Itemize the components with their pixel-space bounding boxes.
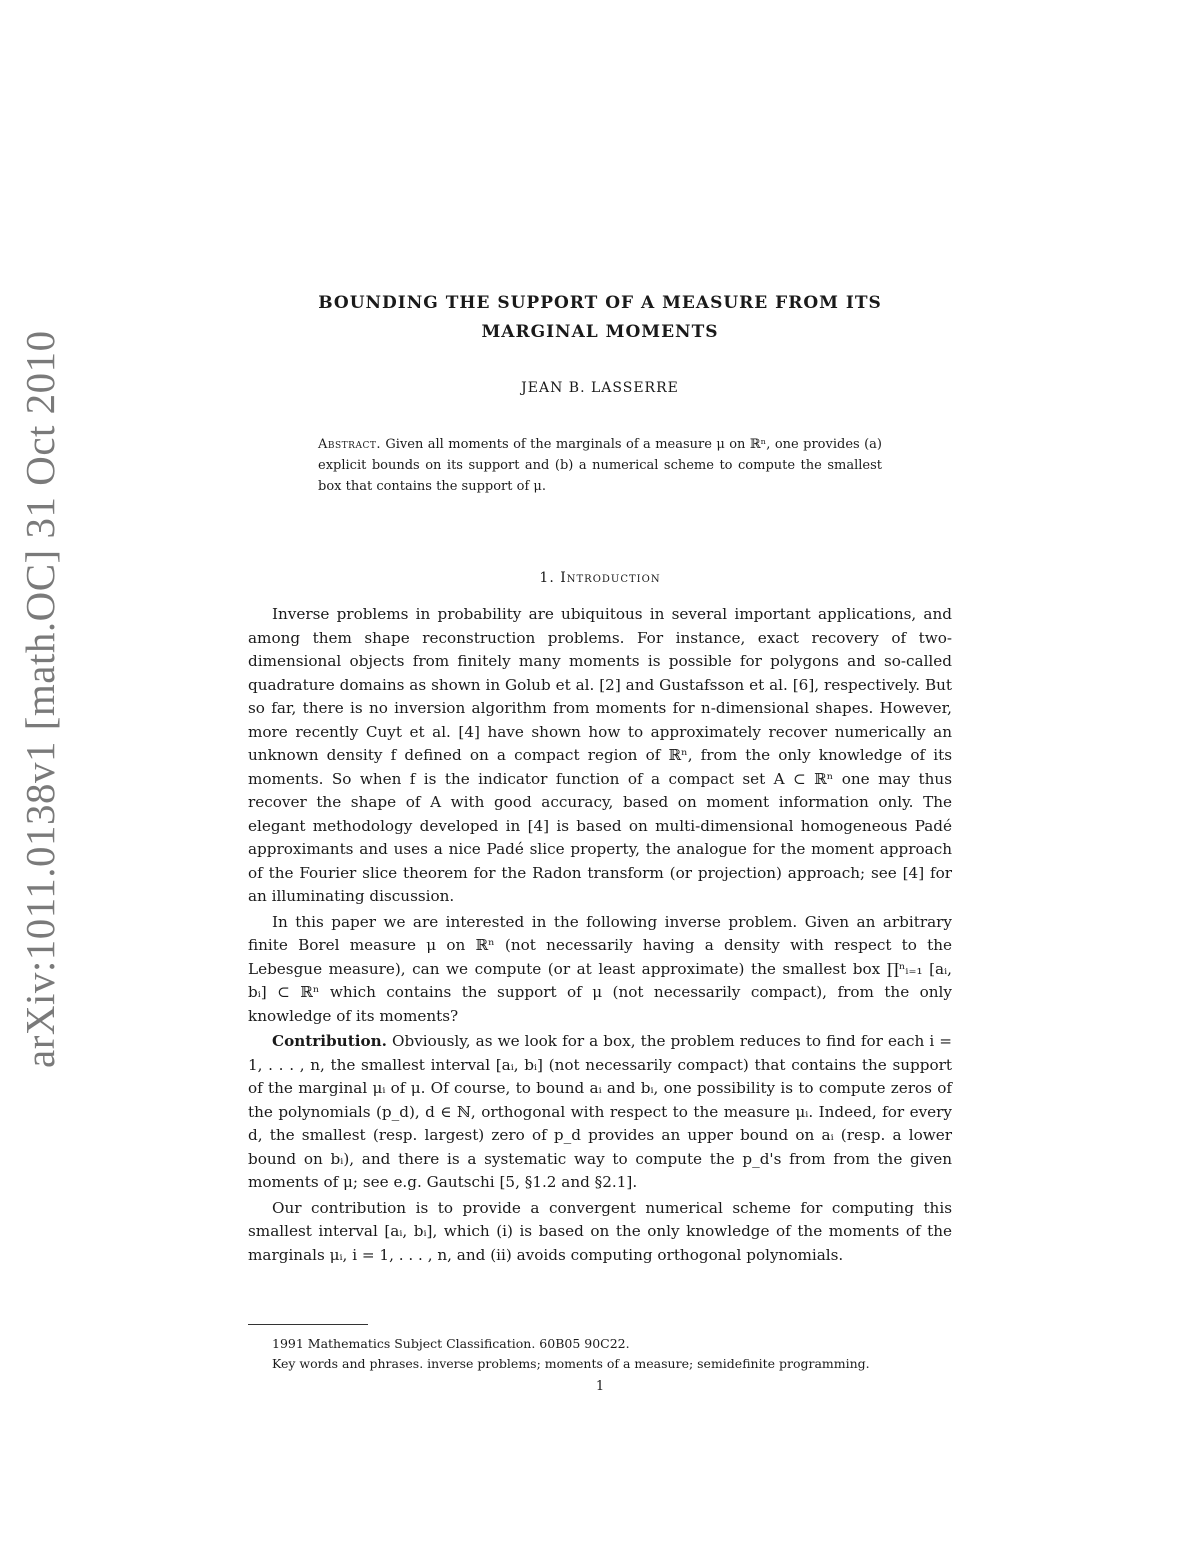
paragraph-1: Inverse problems in probability are ubiquitous in several important applications, and among them shape reconstruction problems. For instance, exact recovery of two-dimensional objects from finitely many moments is possible for polygons and so-called quadrature domains as shown in Golub et al. [2] and Gustafsson et al. [6], respectively. But so far, there is no inversion algorithm from moments for n-dimensional shapes. However, more recently Cuyt et al. [4] have shown how to approximately recover numerically an unknown density f defined on a compact region of ℝⁿ, from the only knowledge of its moments. So when f is the indicator function of a compact set A ⊂ ℝⁿ one may thus recover the shape of A with good accuracy, based on moment information only. The elegant methodology developed in [4] is based on multi-dimensional homogeneous Padé approximants and uses a nice Padé slice property, the analogue for the moment approach of the Fourier slice theorem for the Radon transform (or projection) approach; see [4] for an illuminating discussion. bbox=[248, 605, 952, 905]
body-text bbox=[248, 603, 952, 1269]
footnote-rule bbox=[248, 1324, 368, 1325]
page-number: 1 bbox=[595, 1379, 605, 1394]
footnote-msc: 1991 Mathematics Subject Classification. 60B05 90C22. bbox=[272, 1336, 630, 1351]
paragraph-3 bbox=[248, 1030, 952, 1195]
footnotes bbox=[248, 1334, 952, 1374]
title-line-2: MARGINAL MOMENTS bbox=[481, 322, 719, 342]
paper-title bbox=[248, 289, 952, 347]
abstract bbox=[318, 434, 882, 497]
abstract-text: Given all moments of the marginals of a measure μ on ℝⁿ, one provides (a) explicit bounds on its support and (b) a numerical scheme to compute the smallest box that contains the support of μ. bbox=[318, 437, 882, 494]
section-heading: 1. Introduction bbox=[539, 570, 661, 586]
paragraph-3-lead: Contribution. bbox=[272, 1032, 387, 1050]
paragraph-4: Our contribution is to provide a convergent numerical scheme for computing this smallest interval [aᵢ, bᵢ], which (i) is based on the only knowledge of the moments of the marginals μᵢ, i = 1, . . . , n, and (ii) avoids computing orthogonal polynomials. bbox=[248, 1198, 952, 1264]
footnote-keywords: Key words and phrases. inverse problems; moments of a measure; semidefinite programming. bbox=[272, 1356, 870, 1371]
arxiv-identifier: arXiv:1011.0138v1 [math.OC] 31 Oct 2010 bbox=[17, 330, 63, 1068]
paragraph-3-text: Obviously, as we look for a box, the problem reduces to find for each i = 1, . . . , n, the smallest interval [aᵢ, bᵢ] (not necessarily compact) that contains the support of the marginal μᵢ of μ. Of course, to bound aᵢ and bᵢ, one possibility is to compute zeros of the polynomials (p_d), d ∈ ℕ, orthogonal with respect to the measure μᵢ. Indeed, for every d, the smallest (resp. largest) zero of p_d provides an upper bound on aᵢ (resp. a lower bound on bᵢ), and there is a systematic way to compute the p_d's from from the given moments of μ; see e.g. Gautschi [5, §1.2 and §2.1]. bbox=[248, 1032, 953, 1191]
paragraph-2: In this paper we are interested in the following inverse problem. Given an arbitrary finite Borel measure μ on ℝⁿ (not necessarily having a density with respect to the Lebesgue measure), can we compute (or at least approximate) the smallest box ∏ⁿᵢ₌₁ [aᵢ, bᵢ] ⊂ ℝⁿ which contains the support of μ (not necessarily compact), from the only knowledge of its moments? bbox=[248, 912, 952, 1025]
author-name: JEAN B. LASSERRE bbox=[521, 380, 679, 396]
abstract-label: Abstract. bbox=[318, 437, 381, 452]
title-line-1: BOUNDING THE SUPPORT OF A MEASURE FROM ITS bbox=[318, 293, 882, 313]
